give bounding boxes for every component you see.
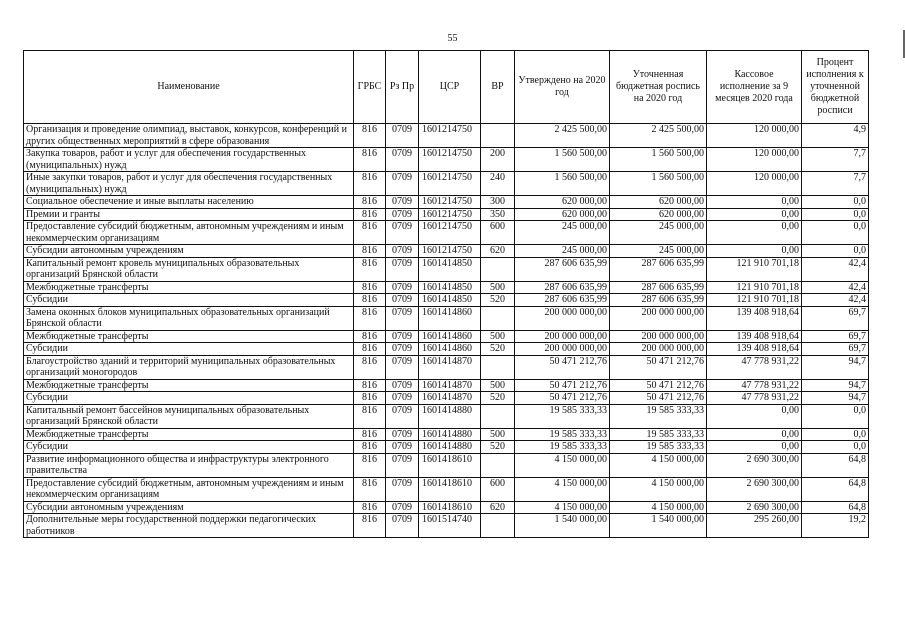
- row-vr: 500: [481, 428, 515, 441]
- row-grbs: 816: [354, 392, 386, 405]
- row-vr: 620: [481, 501, 515, 514]
- row-revised: 1 560 500,00: [610, 172, 707, 196]
- row-csr: 1601414860: [419, 306, 481, 330]
- row-percent: 0,0: [802, 404, 869, 428]
- row-grbs: 816: [354, 294, 386, 307]
- row-cash: 2 690 300,00: [707, 501, 802, 514]
- row-cash: 0,00: [707, 245, 802, 258]
- row-approved: 50 471 212,76: [515, 379, 610, 392]
- row-grbs: 816: [354, 343, 386, 356]
- row-revised: 19 585 333,33: [610, 428, 707, 441]
- row-approved: 287 606 635,99: [515, 257, 610, 281]
- table-row: [24, 306, 869, 330]
- row-approved: 2 425 500,00: [515, 124, 610, 148]
- row-percent: 42,4: [802, 294, 869, 307]
- row-rz-pr: 0709: [386, 208, 419, 221]
- row-csr: 1601414850: [419, 257, 481, 281]
- row-vr: 500: [481, 379, 515, 392]
- table-row: [24, 196, 869, 209]
- table-row: [24, 441, 869, 454]
- table-row: [24, 453, 869, 477]
- row-vr: 240: [481, 172, 515, 196]
- row-rz-pr: 0709: [386, 477, 419, 501]
- row-name: Субсидии автономным учреждениям: [24, 245, 354, 258]
- row-rz-pr: 0709: [386, 172, 419, 196]
- row-percent: 0,0: [802, 221, 869, 245]
- row-approved: 1 560 500,00: [515, 172, 610, 196]
- row-approved: 19 585 333,33: [515, 441, 610, 454]
- row-csr: 1601418610: [419, 453, 481, 477]
- row-grbs: 816: [354, 281, 386, 294]
- row-revised: 2 425 500,00: [610, 124, 707, 148]
- row-revised: 50 471 212,76: [610, 355, 707, 379]
- header-csr: ЦСР: [419, 51, 481, 124]
- row-rz-pr: 0709: [386, 428, 419, 441]
- row-vr: 600: [481, 221, 515, 245]
- table-row: [24, 355, 869, 379]
- row-csr: 1601414860: [419, 330, 481, 343]
- row-percent: 0,0: [802, 245, 869, 258]
- row-cash: 0,00: [707, 404, 802, 428]
- table-row: [24, 477, 869, 501]
- row-percent: 69,7: [802, 343, 869, 356]
- row-revised: 4 150 000,00: [610, 477, 707, 501]
- row-cash: 139 408 918,64: [707, 330, 802, 343]
- row-percent: 42,4: [802, 257, 869, 281]
- row-grbs: 816: [354, 245, 386, 258]
- table-row: [24, 221, 869, 245]
- row-vr: 520: [481, 343, 515, 356]
- row-vr: [481, 306, 515, 330]
- row-cash: 0,00: [707, 208, 802, 221]
- row-revised: 200 000 000,00: [610, 330, 707, 343]
- row-vr: [481, 355, 515, 379]
- row-name: Субсидии: [24, 392, 354, 405]
- table-row: [24, 208, 869, 221]
- table-row: [24, 330, 869, 343]
- row-csr: 1601418610: [419, 477, 481, 501]
- row-revised: 50 471 212,76: [610, 392, 707, 405]
- row-rz-pr: 0709: [386, 343, 419, 356]
- row-csr: 1601414880: [419, 441, 481, 454]
- row-cash: 47 778 931,22: [707, 355, 802, 379]
- row-cash: 139 408 918,64: [707, 306, 802, 330]
- row-percent: 64,8: [802, 501, 869, 514]
- row-grbs: 816: [354, 355, 386, 379]
- row-rz-pr: 0709: [386, 196, 419, 209]
- row-name: Субсидии: [24, 343, 354, 356]
- header-grbs: ГРБС: [354, 51, 386, 124]
- row-revised: 620 000,00: [610, 196, 707, 209]
- row-name: Предоставление субсидий бюджетным, автономным учреждениям и иным некоммерческим организациям: [24, 477, 354, 501]
- row-approved: 245 000,00: [515, 221, 610, 245]
- row-rz-pr: 0709: [386, 501, 419, 514]
- row-approved: 1 540 000,00: [515, 514, 610, 538]
- row-percent: 94,7: [802, 379, 869, 392]
- row-approved: 4 150 000,00: [515, 501, 610, 514]
- row-percent: 0,0: [802, 428, 869, 441]
- row-vr: 500: [481, 330, 515, 343]
- row-revised: 1 540 000,00: [610, 514, 707, 538]
- row-cash: 295 260,00: [707, 514, 802, 538]
- row-percent: 0,0: [802, 208, 869, 221]
- row-vr: 620: [481, 245, 515, 258]
- table-row: [24, 245, 869, 258]
- table-header-row: [24, 51, 869, 124]
- row-approved: 50 471 212,76: [515, 355, 610, 379]
- row-grbs: 816: [354, 196, 386, 209]
- row-cash: 121 910 701,18: [707, 294, 802, 307]
- row-percent: 64,8: [802, 477, 869, 501]
- row-revised: 200 000 000,00: [610, 343, 707, 356]
- row-approved: 287 606 635,99: [515, 294, 610, 307]
- row-name: Дополнительные меры государственной поддержки педагогических работников: [24, 514, 354, 538]
- row-percent: 7,7: [802, 148, 869, 172]
- header-percent: Процент исполнения к уточненной бюджетной росписи: [802, 51, 869, 124]
- row-approved: 1 560 500,00: [515, 148, 610, 172]
- row-rz-pr: 0709: [386, 281, 419, 294]
- row-approved: 620 000,00: [515, 208, 610, 221]
- row-grbs: 816: [354, 257, 386, 281]
- row-percent: 69,7: [802, 306, 869, 330]
- header-revised: Уточненная бюджетная роспись на 2020 год: [610, 51, 707, 124]
- row-cash: 120 000,00: [707, 172, 802, 196]
- row-grbs: 816: [354, 124, 386, 148]
- row-name: Капитальный ремонт кровель муниципальных образовательных организаций Брянской области: [24, 257, 354, 281]
- row-revised: 287 606 635,99: [610, 294, 707, 307]
- row-csr: 1601214750: [419, 208, 481, 221]
- row-approved: 620 000,00: [515, 196, 610, 209]
- row-name: Премии и гранты: [24, 208, 354, 221]
- row-revised: 50 471 212,76: [610, 379, 707, 392]
- row-revised: 19 585 333,33: [610, 404, 707, 428]
- row-approved: 200 000 000,00: [515, 343, 610, 356]
- row-csr: 1601414850: [419, 294, 481, 307]
- row-percent: 94,7: [802, 355, 869, 379]
- row-rz-pr: 0709: [386, 257, 419, 281]
- header-approved: Утверждено на 2020 год: [515, 51, 610, 124]
- row-rz-pr: 0709: [386, 124, 419, 148]
- row-percent: 69,7: [802, 330, 869, 343]
- budget-table: [23, 50, 869, 538]
- table-row: [24, 294, 869, 307]
- row-csr: 1601214750: [419, 124, 481, 148]
- row-rz-pr: 0709: [386, 441, 419, 454]
- table-row: [24, 148, 869, 172]
- row-cash: 2 690 300,00: [707, 477, 802, 501]
- row-csr: 1601414860: [419, 343, 481, 356]
- row-percent: 0,0: [802, 196, 869, 209]
- row-csr: 1601214750: [419, 148, 481, 172]
- row-revised: 4 150 000,00: [610, 501, 707, 514]
- row-percent: 42,4: [802, 281, 869, 294]
- row-revised: 245 000,00: [610, 245, 707, 258]
- table-row: [24, 392, 869, 405]
- row-percent: 0,0: [802, 441, 869, 454]
- row-grbs: 816: [354, 428, 386, 441]
- table-row: [24, 257, 869, 281]
- row-vr: 520: [481, 441, 515, 454]
- row-revised: 4 150 000,00: [610, 453, 707, 477]
- row-rz-pr: 0709: [386, 148, 419, 172]
- row-grbs: 816: [354, 453, 386, 477]
- row-approved: 245 000,00: [515, 245, 610, 258]
- row-name: Субсидии: [24, 441, 354, 454]
- row-csr: 1601214750: [419, 221, 481, 245]
- page-number: 55: [447, 33, 458, 44]
- row-csr: 1601414850: [419, 281, 481, 294]
- row-csr: 1601514740: [419, 514, 481, 538]
- row-name: Субсидии автономным учреждениям: [24, 501, 354, 514]
- row-rz-pr: 0709: [386, 306, 419, 330]
- row-name: Межбюджетные трансферты: [24, 379, 354, 392]
- row-cash: 121 910 701,18: [707, 281, 802, 294]
- row-name: Организация и проведение олимпиад, выставок, конкурсов, конференций и других общественных мероприятий в сфере образования: [24, 124, 354, 148]
- row-name: Межбюджетные трансферты: [24, 428, 354, 441]
- row-rz-pr: 0709: [386, 294, 419, 307]
- row-vr: 520: [481, 294, 515, 307]
- row-rz-pr: 0709: [386, 221, 419, 245]
- row-vr: [481, 404, 515, 428]
- row-approved: 4 150 000,00: [515, 453, 610, 477]
- row-cash: 121 910 701,18: [707, 257, 802, 281]
- row-cash: 0,00: [707, 428, 802, 441]
- row-grbs: 816: [354, 501, 386, 514]
- row-approved: 19 585 333,33: [515, 404, 610, 428]
- row-vr: [481, 453, 515, 477]
- row-vr: 350: [481, 208, 515, 221]
- row-cash: 0,00: [707, 196, 802, 209]
- header-name: Наименование: [24, 51, 354, 124]
- row-csr: 1601214750: [419, 245, 481, 258]
- row-name: Предоставление субсидий бюджетным, автономным учреждениям и иным некоммерческим организациям: [24, 221, 354, 245]
- row-name: Межбюджетные трансферты: [24, 330, 354, 343]
- row-revised: 200 000 000,00: [610, 306, 707, 330]
- row-name: Закупка товаров, работ и услуг для обеспечения государственных (муниципальных) нужд: [24, 148, 354, 172]
- row-grbs: 816: [354, 172, 386, 196]
- row-vr: 600: [481, 477, 515, 501]
- row-csr: 1601418610: [419, 501, 481, 514]
- row-rz-pr: 0709: [386, 453, 419, 477]
- row-approved: 287 606 635,99: [515, 281, 610, 294]
- row-percent: 4,9: [802, 124, 869, 148]
- row-vr: [481, 124, 515, 148]
- row-approved: 19 585 333,33: [515, 428, 610, 441]
- table-row: [24, 428, 869, 441]
- row-percent: 7,7: [802, 172, 869, 196]
- row-revised: 287 606 635,99: [610, 281, 707, 294]
- header-vr: ВР: [481, 51, 515, 124]
- row-rz-pr: 0709: [386, 392, 419, 405]
- row-rz-pr: 0709: [386, 330, 419, 343]
- row-grbs: 816: [354, 148, 386, 172]
- row-revised: 1 560 500,00: [610, 148, 707, 172]
- row-csr: 1601414870: [419, 379, 481, 392]
- table-row: [24, 124, 869, 148]
- row-vr: 520: [481, 392, 515, 405]
- row-cash: 120 000,00: [707, 148, 802, 172]
- row-grbs: 816: [354, 208, 386, 221]
- row-grbs: 816: [354, 441, 386, 454]
- row-approved: 200 000 000,00: [515, 306, 610, 330]
- row-grbs: 816: [354, 404, 386, 428]
- row-vr: 200: [481, 148, 515, 172]
- header-rz-pr: Рз Пр: [386, 51, 419, 124]
- row-approved: 50 471 212,76: [515, 392, 610, 405]
- row-name: Межбюджетные трансферты: [24, 281, 354, 294]
- row-rz-pr: 0709: [386, 379, 419, 392]
- row-name: Капитальный ремонт бассейнов муниципальных образовательных организаций Брянской области: [24, 404, 354, 428]
- row-cash: 2 690 300,00: [707, 453, 802, 477]
- row-cash: 120 000,00: [707, 124, 802, 148]
- row-cash: 47 778 931,22: [707, 379, 802, 392]
- row-csr: 1601414870: [419, 392, 481, 405]
- row-rz-pr: 0709: [386, 355, 419, 379]
- row-name: Субсидии: [24, 294, 354, 307]
- header-cash: Кассовое исполнение за 9 месяцев 2020 года: [707, 51, 802, 124]
- table-row: [24, 404, 869, 428]
- row-revised: 287 606 635,99: [610, 257, 707, 281]
- table-row: [24, 343, 869, 356]
- row-name: Развитие информационного общества и инфраструктуры электронного правительства: [24, 453, 354, 477]
- row-name: Социальное обеспечение и иные выплаты населению: [24, 196, 354, 209]
- row-name: Замена оконных блоков муниципальных образовательных организаций Брянской области: [24, 306, 354, 330]
- row-grbs: 816: [354, 306, 386, 330]
- table-row: [24, 514, 869, 538]
- row-rz-pr: 0709: [386, 514, 419, 538]
- row-grbs: 816: [354, 514, 386, 538]
- table-row: [24, 172, 869, 196]
- row-approved: 200 000 000,00: [515, 330, 610, 343]
- row-percent: 64,8: [802, 453, 869, 477]
- row-vr: 300: [481, 196, 515, 209]
- row-vr: 500: [481, 281, 515, 294]
- row-csr: 1601414880: [419, 404, 481, 428]
- row-grbs: 816: [354, 330, 386, 343]
- row-revised: 245 000,00: [610, 221, 707, 245]
- row-grbs: 816: [354, 477, 386, 501]
- row-cash: 0,00: [707, 441, 802, 454]
- row-grbs: 816: [354, 379, 386, 392]
- table-row: [24, 281, 869, 294]
- row-name: Благоустройство зданий и территорий муниципальных образовательных организаций моногородов: [24, 355, 354, 379]
- row-rz-pr: 0709: [386, 404, 419, 428]
- row-percent: 19,2: [802, 514, 869, 538]
- row-cash: 139 408 918,64: [707, 343, 802, 356]
- row-percent: 94,7: [802, 392, 869, 405]
- row-cash: 0,00: [707, 221, 802, 245]
- row-vr: [481, 257, 515, 281]
- row-approved: 4 150 000,00: [515, 477, 610, 501]
- row-revised: 19 585 333,33: [610, 441, 707, 454]
- row-csr: 1601414870: [419, 355, 481, 379]
- row-vr: [481, 514, 515, 538]
- row-csr: 1601214750: [419, 196, 481, 209]
- row-revised: 620 000,00: [610, 208, 707, 221]
- row-name: Иные закупки товаров, работ и услуг для обеспечения государственных (муниципальных) нужд: [24, 172, 354, 196]
- table-row: [24, 501, 869, 514]
- row-grbs: 816: [354, 221, 386, 245]
- row-csr: 1601214750: [419, 172, 481, 196]
- row-rz-pr: 0709: [386, 245, 419, 258]
- table-row: [24, 379, 869, 392]
- row-cash: 47 778 931,22: [707, 392, 802, 405]
- row-csr: 1601414880: [419, 428, 481, 441]
